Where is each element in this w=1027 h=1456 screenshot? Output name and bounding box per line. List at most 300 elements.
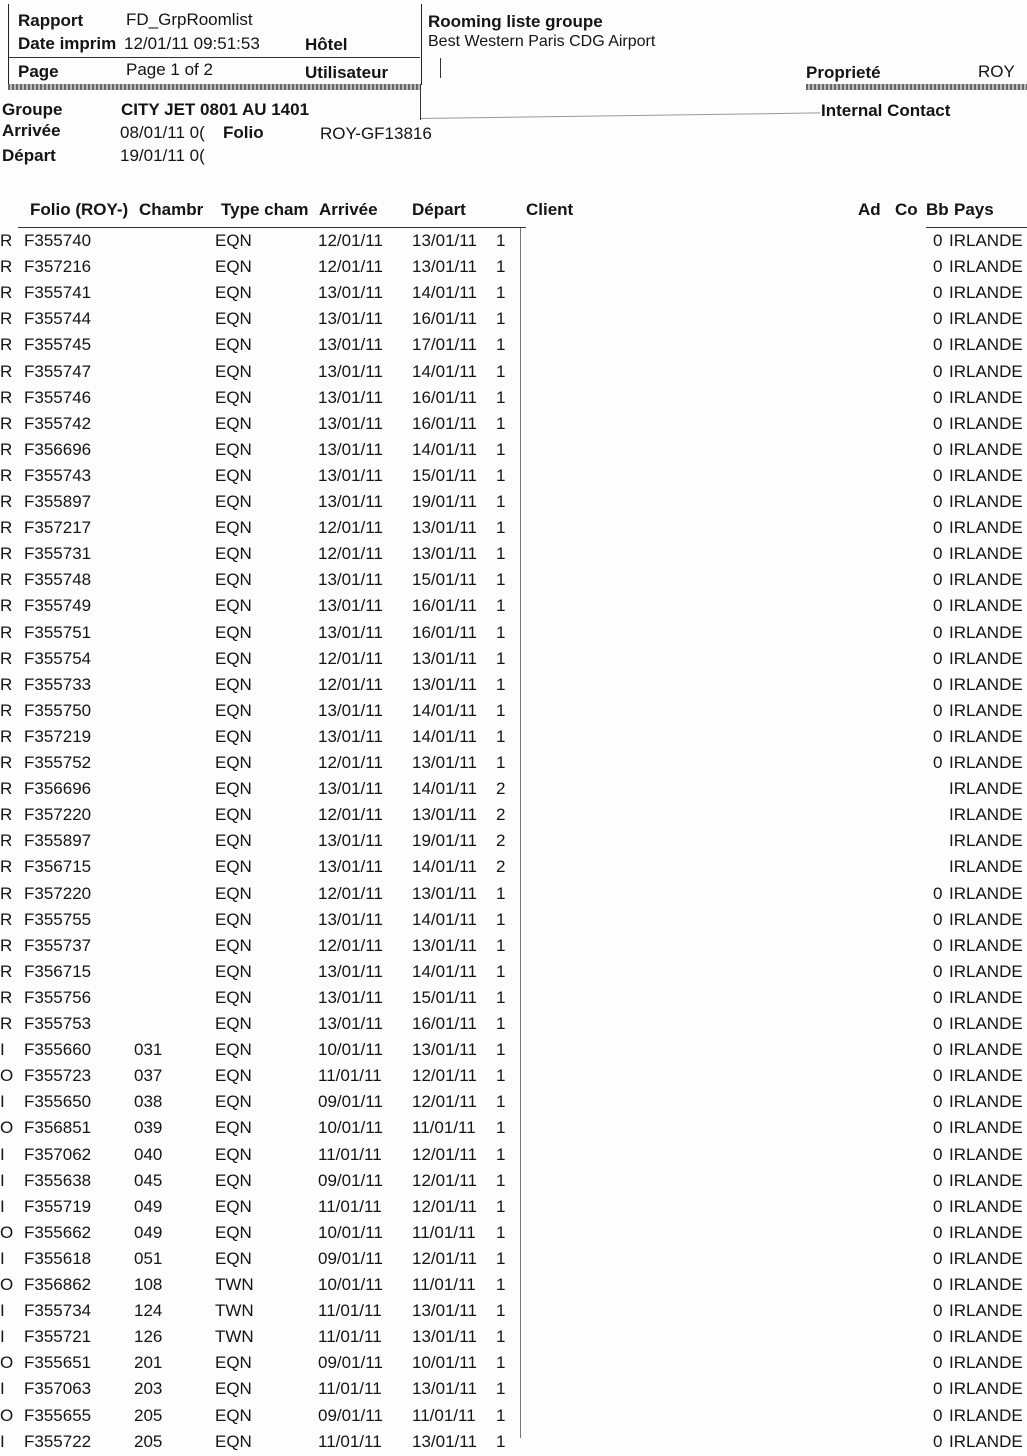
arrivee-label: Arrivée [2, 121, 61, 140]
room-type: EQN [215, 1014, 252, 1033]
folio-number: F356851 [24, 1118, 92, 1138]
adults-count: 1 [496, 1118, 506, 1138]
children-count: 0 [933, 492, 943, 511]
room-type: TWN [215, 1327, 254, 1347]
room-type: EQN [215, 361, 252, 381]
arrival-date: 10/01/11 [318, 1040, 383, 1060]
departure-date: 12/01/11 [412, 1248, 477, 1268]
departure-date: 17/01/11 [412, 335, 477, 355]
arrival-date: 09/01/11 [318, 1405, 383, 1425]
table-row [0, 647, 1027, 673]
country: IRLANDE [949, 570, 1023, 590]
arrival-date: 13/01/11 [318, 387, 383, 407]
adults-count: 1 [496, 387, 506, 407]
room-type: EQN [215, 1353, 252, 1373]
folio-number: F355650 [24, 1092, 92, 1112]
status-code: R [0, 961, 13, 981]
children-count: 0 [933, 231, 943, 250]
country: IRLANDE [949, 518, 1023, 538]
arrival-date: 13/01/11 [318, 465, 383, 485]
hotel-label: Hôtel [305, 35, 348, 54]
room-number: 051 [134, 1248, 163, 1268]
children-count: 0 [933, 909, 943, 929]
arrivee-value: 08/01/11 0( [120, 123, 205, 142]
status-code: R [0, 805, 13, 825]
children-count: 0 [933, 309, 943, 329]
room-type: EQN [215, 231, 252, 250]
adults-count: 1 [496, 544, 506, 564]
room-type: EQN [215, 283, 252, 303]
folio-number: F355754 [24, 648, 92, 668]
arrival-date: 10/01/11 [318, 1222, 383, 1242]
country: IRLANDE [949, 1170, 1023, 1190]
table-row [0, 803, 1027, 829]
children-count: 0 [933, 1040, 943, 1060]
departure-date: 12/01/11 [412, 1066, 477, 1086]
room-type: EQN [215, 413, 252, 433]
folio-number: F355734 [24, 1301, 92, 1321]
country: IRLANDE [949, 1431, 1023, 1451]
children-count: 0 [933, 935, 943, 955]
adults-count: 1 [496, 909, 506, 929]
country: IRLANDE [949, 805, 1023, 825]
folio-number: F355740 [24, 231, 92, 250]
arrival-date: 11/01/11 [318, 1327, 382, 1347]
table-row [0, 568, 1027, 594]
folio-number: F356715 [24, 961, 92, 981]
status-code: R [0, 361, 13, 381]
folio-number: F356696 [24, 779, 92, 799]
departure-date: 14/01/11 [412, 439, 477, 459]
departure-date: 14/01/11 [412, 961, 477, 981]
children-count: 0 [933, 987, 943, 1007]
rapport-value: FD_GrpRoomlist [126, 10, 253, 29]
room-type: EQN [215, 544, 252, 564]
col-co: Co [895, 200, 918, 219]
col-type: Type cham [221, 200, 309, 219]
country: IRLANDE [949, 648, 1023, 668]
folio-number: F356696 [24, 439, 92, 459]
table-row [0, 855, 1027, 881]
room-type: EQN [215, 492, 252, 511]
arrival-date: 13/01/11 [318, 570, 383, 590]
adults-count: 1 [496, 700, 506, 720]
user-label: Utilisateur [305, 63, 389, 82]
table-row [0, 960, 1027, 986]
table-row [0, 934, 1027, 960]
table-row [0, 777, 1027, 803]
folio-number: F355737 [24, 935, 92, 955]
status-code: R [0, 283, 13, 303]
adults-count: 1 [496, 1405, 506, 1425]
departure-date: 13/01/11 [412, 1301, 477, 1321]
departure-date: 13/01/11 [412, 1379, 477, 1399]
status-code: R [0, 857, 13, 877]
arrival-date: 09/01/11 [318, 1092, 383, 1112]
arrival-date: 11/01/11 [318, 1301, 382, 1321]
status-code: O [0, 1353, 14, 1373]
adults-count: 1 [496, 753, 506, 772]
children-count: 0 [933, 1170, 943, 1190]
table-row [0, 1221, 1027, 1247]
adults-count: 2 [496, 805, 506, 825]
arrival-date: 10/01/11 [318, 1275, 383, 1294]
country: IRLANDE [949, 413, 1023, 433]
arrival-date: 13/01/11 [318, 335, 383, 355]
status-code: I [0, 1301, 5, 1321]
table-row [0, 412, 1027, 438]
room-type: EQN [215, 883, 252, 903]
adults-count: 1 [496, 674, 506, 694]
country: IRLANDE [949, 335, 1023, 355]
children-count: 0 [933, 1144, 943, 1164]
arrival-date: 11/01/11 [318, 1144, 382, 1164]
folio-number: F355897 [24, 492, 92, 511]
departure-date: 12/01/11 [412, 1144, 477, 1164]
adults-count: 1 [496, 1275, 506, 1294]
table-row [0, 490, 1027, 516]
children-count: 0 [933, 700, 943, 720]
folio-number: F357219 [24, 726, 92, 746]
arrival-date: 13/01/11 [318, 779, 383, 799]
adults-count: 1 [496, 961, 506, 981]
room-number: 108 [134, 1275, 163, 1294]
col-client: Client [526, 200, 574, 219]
table-row [0, 1299, 1027, 1325]
arrival-date: 09/01/11 [318, 1170, 383, 1190]
departure-date: 13/01/11 [412, 544, 477, 564]
children-count: 0 [933, 1196, 943, 1216]
status-code: R [0, 648, 13, 668]
country: IRLANDE [949, 231, 1023, 250]
adults-count: 1 [496, 570, 506, 590]
country: IRLANDE [949, 1014, 1023, 1033]
room-type: EQN [215, 648, 252, 668]
status-code: R [0, 1014, 13, 1033]
departure-date: 13/01/11 [412, 805, 477, 825]
folio-number: F355731 [24, 544, 92, 564]
room-number: 038 [134, 1092, 163, 1112]
table-row [0, 1169, 1027, 1195]
property-value: ROY [978, 62, 1015, 81]
status-code: I [0, 1170, 5, 1190]
departure-date: 10/01/11 [412, 1353, 477, 1373]
status-code: I [0, 1327, 5, 1347]
col-depart: Départ [412, 200, 466, 219]
folio-number: F355753 [24, 1014, 92, 1033]
country: IRLANDE [949, 857, 1023, 877]
children-count: 0 [933, 544, 943, 564]
adults-count: 1 [496, 1222, 506, 1242]
departure-date: 16/01/11 [412, 413, 477, 433]
hotel-value: Best Western Paris CDG Airport [428, 33, 656, 50]
folio-number: F356862 [24, 1275, 92, 1294]
folio-number: F357220 [24, 805, 92, 825]
room-type: EQN [215, 1092, 252, 1112]
country: IRLANDE [949, 596, 1023, 616]
arrival-date: 13/01/11 [318, 439, 383, 459]
folio-number: F355897 [24, 831, 92, 851]
groupe-label: Groupe [2, 100, 63, 119]
table-row [0, 829, 1027, 855]
children-count: 0 [933, 1405, 943, 1425]
departure-date: 13/01/11 [412, 518, 477, 538]
room-type: EQN [215, 518, 252, 538]
table-header-rule [18, 227, 526, 228]
adults-count: 1 [496, 1301, 506, 1321]
status-code: R [0, 465, 13, 485]
room-type: EQN [215, 726, 252, 746]
arrival-date: 13/01/11 [318, 309, 383, 329]
table-header-rule-right [926, 227, 1027, 228]
folio-number: F357062 [24, 1144, 92, 1164]
status-code: R [0, 596, 13, 616]
departure-date: 14/01/11 [412, 361, 477, 381]
departure-date: 13/01/11 [412, 1327, 477, 1347]
room-type: EQN [215, 700, 252, 720]
header-vline [420, 84, 421, 120]
country: IRLANDE [949, 283, 1023, 303]
country: IRLANDE [949, 1196, 1023, 1216]
room-type: EQN [215, 1196, 252, 1216]
room-type: EQN [215, 1040, 252, 1060]
col-arrivee: Arrivée [319, 200, 378, 219]
adults-count: 1 [496, 361, 506, 381]
status-code: O [0, 1066, 14, 1086]
adults-count: 1 [496, 1170, 506, 1190]
departure-date: 14/01/11 [412, 779, 477, 799]
report-title: Rooming liste groupe [428, 12, 603, 31]
table-row [0, 229, 1027, 255]
departure-date: 14/01/11 [412, 283, 477, 303]
folio-number: F355651 [24, 1353, 92, 1373]
country: IRLANDE [949, 1118, 1023, 1138]
room-number: 201 [134, 1353, 163, 1373]
folio-number: F355742 [24, 413, 92, 433]
arrival-date: 13/01/11 [318, 1014, 383, 1033]
country: IRLANDE [949, 309, 1023, 329]
departure-date: 15/01/11 [412, 465, 477, 485]
departure-date: 16/01/11 [412, 309, 477, 329]
arrival-date: 11/01/11 [318, 1196, 382, 1216]
adults-count: 1 [496, 726, 506, 746]
col-ad: Ad [858, 200, 881, 219]
country: IRLANDE [949, 361, 1023, 381]
arrival-date: 10/01/11 [318, 1118, 383, 1138]
room-type: EQN [215, 857, 252, 877]
room-type: EQN [215, 1379, 252, 1399]
arrival-date: 13/01/11 [318, 622, 383, 642]
status-code: R [0, 413, 13, 433]
room-type: EQN [215, 805, 252, 825]
room-number: 049 [134, 1196, 163, 1216]
children-count: 0 [933, 1118, 943, 1138]
country: IRLANDE [949, 1248, 1023, 1268]
departure-date: 19/01/11 [412, 831, 477, 851]
adults-count: 2 [496, 779, 506, 799]
arrival-date: 11/01/11 [318, 1379, 382, 1399]
table-row [0, 621, 1027, 647]
children-count: 0 [933, 726, 943, 746]
folio-number: F356715 [24, 857, 92, 877]
children-count: 0 [933, 961, 943, 981]
table-row [0, 1404, 1027, 1430]
departure-date: 16/01/11 [412, 596, 477, 616]
adults-count: 1 [496, 465, 506, 485]
adults-count: 1 [496, 1144, 506, 1164]
status-code: I [0, 1092, 5, 1112]
country: IRLANDE [949, 492, 1023, 511]
children-count: 0 [933, 570, 943, 590]
status-code: R [0, 570, 13, 590]
room-number: 040 [134, 1144, 163, 1164]
room-type: EQN [215, 1431, 252, 1451]
departure-date: 11/01/11 [412, 1118, 476, 1138]
room-type: EQN [215, 1118, 252, 1138]
status-code: R [0, 674, 13, 694]
adults-count: 1 [496, 1040, 506, 1060]
status-code: I [0, 1144, 5, 1164]
status-code: R [0, 309, 13, 329]
country: IRLANDE [949, 674, 1023, 694]
rapport-label: Rapport [18, 11, 84, 30]
room-number: 126 [134, 1327, 163, 1347]
table-row [0, 333, 1027, 359]
departure-date: 13/01/11 [412, 231, 477, 250]
status-code: I [0, 1196, 5, 1216]
status-code: R [0, 831, 13, 851]
folio-number: F355746 [24, 387, 92, 407]
status-code: R [0, 518, 13, 538]
status-code: R [0, 935, 13, 955]
table-row [0, 360, 1027, 386]
header-bar-right [806, 84, 1027, 90]
arrival-date: 12/01/11 [318, 518, 383, 538]
table-row [0, 464, 1027, 490]
table-row [0, 1143, 1027, 1169]
folio-number: F355743 [24, 465, 92, 485]
status-code: R [0, 779, 13, 799]
folio-number: F355756 [24, 987, 92, 1007]
status-code: R [0, 544, 13, 564]
arrival-date: 09/01/11 [318, 1248, 383, 1268]
country: IRLANDE [949, 883, 1023, 903]
room-number: 031 [134, 1040, 163, 1060]
adults-count: 1 [496, 335, 506, 355]
room-type: EQN [215, 961, 252, 981]
country: IRLANDE [949, 987, 1023, 1007]
children-count: 0 [933, 1327, 943, 1347]
table-row [0, 725, 1027, 751]
adults-count: 2 [496, 831, 506, 851]
table-row [0, 1273, 1027, 1299]
room-type: EQN [215, 335, 252, 355]
status-code: R [0, 987, 13, 1007]
children-count: 0 [933, 1014, 943, 1033]
table-row [0, 1247, 1027, 1273]
room-type: EQN [215, 387, 252, 407]
children-count: 0 [933, 1248, 943, 1268]
folio-number: F355741 [24, 283, 92, 303]
room-type: EQN [215, 622, 252, 642]
departure-date: 13/01/11 [412, 674, 477, 694]
adults-count: 2 [496, 857, 506, 877]
table-row [0, 986, 1027, 1012]
country: IRLANDE [949, 544, 1023, 564]
status-code: O [0, 1275, 14, 1294]
adults-count: 1 [496, 283, 506, 303]
room-type: EQN [215, 779, 252, 799]
room-type: EQN [215, 1144, 252, 1164]
table-row [0, 386, 1027, 412]
country: IRLANDE [949, 622, 1023, 642]
arrival-date: 11/01/11 [318, 1066, 382, 1086]
room-type: EQN [215, 596, 252, 616]
children-count: 0 [933, 361, 943, 381]
table-row [0, 673, 1027, 699]
folio-number: F355751 [24, 622, 92, 642]
status-code: R [0, 622, 13, 642]
children-count: 0 [933, 1379, 943, 1399]
col-bb: Bb [926, 200, 949, 219]
room-type: EQN [215, 1222, 252, 1242]
arrival-date: 13/01/11 [318, 726, 383, 746]
room-type: TWN [215, 1301, 254, 1321]
table-row [0, 751, 1027, 777]
room-number: 205 [134, 1431, 163, 1451]
table-row [0, 908, 1027, 934]
table-row [0, 438, 1027, 464]
folio-number: F355638 [24, 1170, 92, 1190]
adults-count: 1 [496, 309, 506, 329]
departure-date: 13/01/11 [412, 1040, 477, 1060]
country: IRLANDE [949, 1222, 1023, 1242]
children-count: 0 [933, 283, 943, 303]
arrival-date: 11/01/11 [318, 1431, 382, 1451]
children-count: 0 [933, 1301, 943, 1321]
country: IRLANDE [949, 1092, 1023, 1112]
country: IRLANDE [949, 700, 1023, 720]
departure-date: 13/01/11 [412, 935, 477, 955]
table-row [0, 1038, 1027, 1064]
room-number: 205 [134, 1405, 163, 1425]
adults-count: 1 [496, 987, 506, 1007]
depart-label: Départ [2, 146, 56, 165]
folio-number: F355744 [24, 309, 92, 329]
children-count: 0 [933, 753, 943, 772]
adults-count: 1 [496, 1066, 506, 1086]
arrival-date: 13/01/11 [318, 700, 383, 720]
departure-date: 11/01/11 [412, 1222, 476, 1242]
children-count: 0 [933, 1066, 943, 1086]
folio-number: F355733 [24, 674, 92, 694]
col-chambre: Chambr [139, 200, 204, 219]
arrival-date: 09/01/11 [318, 1353, 383, 1373]
header-divider [8, 57, 420, 58]
table-row [0, 1064, 1027, 1090]
country: IRLANDE [949, 387, 1023, 407]
room-type: EQN [215, 439, 252, 459]
status-code: I [0, 1248, 5, 1268]
departure-date: 12/01/11 [412, 1196, 477, 1216]
folio-number: F357063 [24, 1379, 92, 1399]
folio-number: F357216 [24, 257, 92, 277]
folio-number: F355721 [24, 1327, 92, 1347]
groupe-value: CITY JET 0801 AU 1401 [121, 100, 310, 119]
room-type: EQN [215, 935, 252, 955]
adults-count: 1 [496, 935, 506, 955]
adults-count: 1 [496, 1431, 506, 1451]
